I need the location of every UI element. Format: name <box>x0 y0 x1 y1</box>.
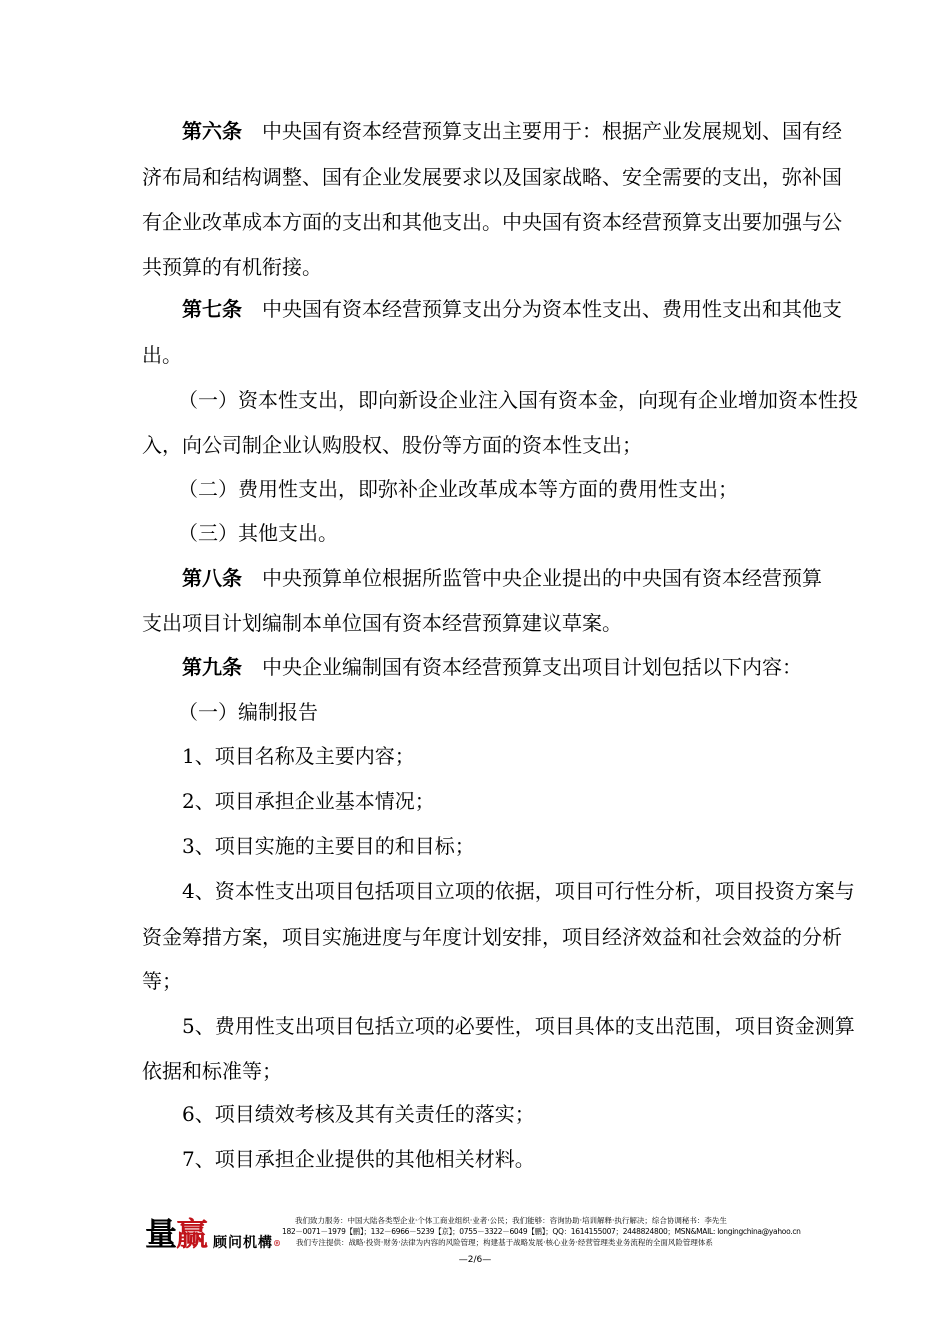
article-9-item <box>0 1013 950 1039</box>
footer-service-line: 我们致力服务：中国大陆各类型企业·个体工商业组织·业者·公民；我们能够：咨询协助·培训解释·执行解决；综合协调秘书：李先生 <box>295 1216 727 1225</box>
article-6-line-4 <box>0 254 950 280</box>
article-7-text: 出。 <box>142 343 182 367</box>
list-item: （一）编制报告 <box>178 700 318 724</box>
list-item: 3、项目实施的主要目的和目标； <box>182 834 475 858</box>
logo-sub-text: 顾问机構 <box>213 1235 274 1251</box>
list-item: （二）费用性支出，即弥补企业改革成本等方面的费用性支出； <box>178 477 738 501</box>
list-item: 4、资本性支出项目包括项目立项的依据，项目可行性分析，项目投资方案与 <box>182 879 855 903</box>
article-8-line-1 <box>0 565 950 591</box>
list-item: （三）其他支出。 <box>178 521 338 545</box>
logo-main <box>145 1214 207 1254</box>
article-9-item <box>0 878 950 904</box>
article-9-line-1 <box>0 654 950 680</box>
article-7-item-1-cont <box>0 432 950 458</box>
article-6-text: 有企业改革成本方面的支出和其他支出。中央国有资本经营预算支出要加强与公 <box>142 210 842 234</box>
article-9-item <box>0 1146 950 1172</box>
footer-contact-line: 182－0071－1979【鹏】；132－6966－5239【京】；0755－3322－6049【鹏】；QQ：1614155007；2448824800；MSN&MAIL: longingchina@yahoo.cn <box>282 1227 801 1236</box>
list-item: 1、项目名称及主要内容； <box>182 744 415 768</box>
article-9-item <box>0 699 950 725</box>
list-item: （一）资本性支出，即向新设企业注入国有资本金，向现有企业增加资本性投 <box>178 388 858 412</box>
list-item: 入，向公司制企业认购股权、股份等方面的资本性支出； <box>142 433 642 457</box>
logo-subtitle <box>213 1232 282 1254</box>
article-6-line-1 <box>0 118 950 144</box>
article-9-item <box>0 743 950 769</box>
article-9-item-cont <box>0 1058 950 1084</box>
article-7-item-3 <box>0 520 950 546</box>
list-item: 依据和标准等； <box>142 1059 282 1083</box>
logo-char-2: 赢 <box>176 1215 208 1253</box>
article-7-heading: 第七条 <box>182 297 242 321</box>
article-6-line-3 <box>0 209 950 235</box>
logo-char-1: 量 <box>145 1215 177 1253</box>
registered-mark: ® <box>273 1238 283 1248</box>
article-6-text: 中央国有资本经营预算支出主要用于：根据产业发展规划、国有经 <box>262 119 842 143</box>
article-6-line-2 <box>0 164 950 190</box>
article-8-line-2 <box>0 610 950 636</box>
list-item: 6、项目绩效考核及其有关责任的落实； <box>182 1102 535 1126</box>
article-9-heading: 第九条 <box>182 655 242 679</box>
list-item: 7、项目承担企业提供的其他相关材料。 <box>182 1147 535 1171</box>
list-item: 资金筹措方案，项目实施进度与年度计划安排，项目经济效益和社会效益的分析 <box>142 925 842 949</box>
article-9-text: 中央企业编制国有资本经营预算支出项目计划包括以下内容： <box>262 655 802 679</box>
article-7-text: 中央国有资本经营预算支出分为资本性支出、费用性支出和其他支 <box>262 297 842 321</box>
article-9-item <box>0 833 950 859</box>
article-9-item <box>0 788 950 814</box>
article-9-item-cont <box>0 924 950 950</box>
article-8-heading: 第八条 <box>182 566 242 590</box>
article-6-text: 共预算的有机衔接。 <box>142 255 322 279</box>
article-7-line-2 <box>0 342 950 368</box>
company-logo <box>145 1214 282 1254</box>
list-item: 等； <box>142 969 182 993</box>
list-item: 2、项目承担企业基本情况； <box>182 789 435 813</box>
article-6-text: 济布局和结构调整、国有企业发展要求以及国家战略、安全需要的支出，弥补国 <box>142 165 842 189</box>
article-7-line-1 <box>0 296 950 322</box>
article-8-text: 中央预算单位根据所监管中央企业提出的中央国有资本经营预算 <box>262 566 822 590</box>
page-number: —2/6— <box>458 1255 492 1265</box>
article-7-item-1 <box>0 387 950 413</box>
article-8-text: 支出项目计划编制本单位国有资本经营预算建议草案。 <box>142 611 622 635</box>
list-item: 5、费用性支出项目包括立项的必要性，项目具体的支出范围，项目资金测算 <box>182 1014 855 1038</box>
article-9-item <box>0 1101 950 1127</box>
article-7-item-2 <box>0 476 950 502</box>
footer-focus-line: 我们专注提供：战略·投资·财务·法律为内容的风险管理；构建基于战略发展·核心业务·经营管理类业务流程的全面风险管理体系 <box>296 1238 713 1247</box>
article-6-heading: 第六条 <box>182 119 242 143</box>
article-9-item-cont <box>0 968 950 994</box>
